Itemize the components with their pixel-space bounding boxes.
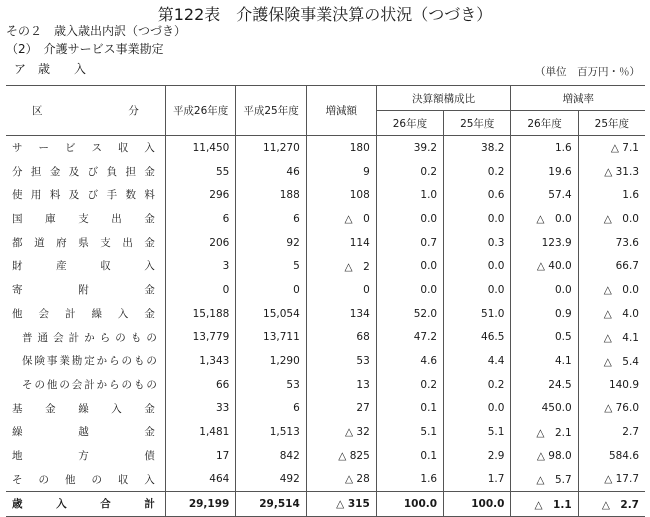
cell-r25: △ 4.0 [578,302,645,326]
cell-c25: 0.3 [444,231,511,255]
cell-v25: 5 [236,254,306,278]
cell-v26: 33 [165,397,235,421]
cell-c25: 46.5 [444,326,511,350]
cell-v25: 53 [236,373,306,397]
row-label: 基金繰入金 [12,402,155,415]
header-change: 増減額 [306,86,376,136]
cell-r25: △ 0.0 [578,278,645,302]
cell-r26: 24.5 [511,373,578,397]
cell-v25: 1,513 [236,420,306,444]
cell-v25: 1,290 [236,349,306,373]
header-rate: 増減率 [511,86,645,111]
cell-v25: 46 [236,160,306,184]
cell-c26: 0.0 [376,254,443,278]
cell-c25: 5.1 [444,420,511,444]
cell-v25: 15,054 [236,302,306,326]
cell-r26: △ 2.1 [511,420,578,444]
cell-c25: 38.2 [444,136,511,160]
cell-v26: 29,199 [165,492,235,517]
cell-diff: 180 [306,136,376,160]
table-row [6,349,645,373]
row-label: 繰越金 [12,426,155,439]
cell-v26: 55 [165,160,235,184]
cell-diff: 9 [306,160,376,184]
cell-r25: △ 4.1 [578,326,645,350]
table-row [6,468,645,492]
cell-v25: 29,514 [236,492,306,517]
cell-r25: △ 7.1 [578,136,645,160]
cell-r25: △ 5.4 [578,349,645,373]
cell-c26: 52.0 [376,302,443,326]
cell-diff: 0 [306,278,376,302]
cell-r26: △ 1.1 [511,492,578,517]
table-row [6,373,645,397]
table-row [6,444,645,468]
row-label: 地方債 [12,449,155,462]
cell-r26: △ 40.0 [511,254,578,278]
cell-c26: 1.6 [376,468,443,492]
row-label: 保険事業勘定からのもの [22,355,157,368]
row-label: 寄附金 [12,284,155,297]
cell-v26: 206 [165,231,235,255]
cell-v26: 66 [165,373,235,397]
cell-c25: 0.0 [444,278,511,302]
row-label: その他の収入 [12,473,155,486]
table-row [6,420,645,444]
cell-c25: 0.2 [444,160,511,184]
header-comp-25: 25年度 [444,111,511,136]
cell-c25: 0.6 [444,183,511,207]
cell-v25: 188 [236,183,306,207]
cell-v25: 6 [236,397,306,421]
cell-v26: 464 [165,468,235,492]
table-row [6,160,645,184]
row-label: 歳入合計 [6,492,165,517]
row-label: サービス収入 [12,142,155,154]
cell-c26: 4.6 [376,349,443,373]
cell-v25: 6 [236,207,306,231]
cell-v26: 296 [165,183,235,207]
table-row [6,397,645,421]
row-label: 財産収入 [12,260,155,273]
row-label: その他の会計からのもの [22,378,157,391]
row-label: 使用料及び手数料 [12,189,155,202]
cell-r25: 66.7 [578,254,645,278]
unit-label: （単位 百万円・％） [535,66,640,78]
row-label: 他会計繰入金 [12,307,155,320]
cell-r25: 73.6 [578,231,645,255]
cell-v26: 3 [165,254,235,278]
cell-c25: 1.7 [444,468,511,492]
cell-c25: 4.4 [444,349,511,373]
table-row [6,492,645,517]
cell-r26: 4.1 [511,349,578,373]
cell-c26: 0.0 [376,278,443,302]
cell-v26: 13,779 [165,326,235,350]
cell-c25: 0.2 [444,373,511,397]
cell-r25: △ 31.3 [578,160,645,184]
subtitle-account: （2） 介護サービス事業勘定 [6,42,164,56]
row-label: 都道府県支出金 [12,236,155,249]
cell-c26: 0.1 [376,397,443,421]
cell-r26: 450.0 [511,397,578,421]
cell-v25: 11,270 [236,136,306,160]
header-rate-25: 25年度 [578,111,645,136]
cell-diff: 27 [306,397,376,421]
table-row [6,183,645,207]
row-label: 普通会計からのもの [22,331,157,344]
cell-v26: 15,188 [165,302,235,326]
cell-r26: 1.6 [511,136,578,160]
cell-c26: 0.2 [376,373,443,397]
cell-r25: △ 2.7 [578,492,645,517]
row-label: 国庫支出金 [12,213,155,226]
table-row [6,326,645,350]
cell-r26: 123.9 [511,231,578,255]
header-fy26: 平成26年度 [165,86,235,136]
table-row [6,278,645,302]
cell-diff: △ 0 [306,207,376,231]
cell-r25: 2.7 [578,420,645,444]
cell-c26: 1.0 [376,183,443,207]
cell-diff: △ 32 [306,420,376,444]
cell-diff: 68 [306,326,376,350]
header-rate-26: 26年度 [511,111,578,136]
cell-diff: 108 [306,183,376,207]
cell-r25: △ 76.0 [578,397,645,421]
cell-c26: 100.0 [376,492,443,517]
cell-r26: △ 0.0 [511,207,578,231]
cell-r26: △ 98.0 [511,444,578,468]
cell-diff: 114 [306,231,376,255]
header-composition: 決算額構成比 [376,86,511,111]
cell-r25: △ 17.7 [578,468,645,492]
cell-c26: 0.2 [376,160,443,184]
table-row [6,207,645,231]
cell-c25: 2.9 [444,444,511,468]
cell-v26: 11,450 [165,136,235,160]
cell-c26: 0.7 [376,231,443,255]
cell-r26: 0.5 [511,326,578,350]
cell-r25: △ 0.0 [578,207,645,231]
cell-r25: 584.6 [578,444,645,468]
cell-r26: 57.4 [511,183,578,207]
cell-v25: 492 [236,468,306,492]
cell-v25: 842 [236,444,306,468]
cell-diff: △ 28 [306,468,376,492]
cell-c26: 0.0 [376,207,443,231]
cell-v26: 6 [165,207,235,231]
table-row [6,302,645,326]
cell-diff: 53 [306,349,376,373]
cell-v26: 0 [165,278,235,302]
row-label: 分担金及び負担金 [12,165,155,178]
cell-c25: 0.0 [444,207,511,231]
header-category: 区 分 [6,86,165,136]
header-fy25: 平成25年度 [236,86,306,136]
cell-c25: 51.0 [444,302,511,326]
table-row [6,254,645,278]
table-row [6,136,645,160]
header-comp-26: 26年度 [376,111,443,136]
cell-v25: 13,711 [236,326,306,350]
cell-diff: △ 2 [306,254,376,278]
cell-c26: 47.2 [376,326,443,350]
cell-r26: △ 5.7 [511,468,578,492]
page-title: 第122表 介護保険事業決算の状況（つづき） [157,5,493,24]
cell-c26: 39.2 [376,136,443,160]
cell-r26: 0.9 [511,302,578,326]
cell-v26: 1,343 [165,349,235,373]
table-row [6,231,645,255]
cell-c26: 0.1 [376,444,443,468]
subtitle-breakdown: その２ 歳入歳出内訳（つづき） [6,24,187,38]
cell-c25: 0.0 [444,397,511,421]
cell-r25: 140.9 [578,373,645,397]
cell-c25: 100.0 [444,492,511,517]
cell-r26: 0.0 [511,278,578,302]
cell-diff: △ 315 [306,492,376,517]
cell-v25: 92 [236,231,306,255]
cell-v26: 1,481 [165,420,235,444]
cell-r26: 19.6 [511,160,578,184]
cell-v26: 17 [165,444,235,468]
cell-c26: 5.1 [376,420,443,444]
cell-diff: 134 [306,302,376,326]
cell-diff: 13 [306,373,376,397]
revenue-table [6,85,645,517]
cell-v25: 0 [236,278,306,302]
cell-diff: △ 825 [306,444,376,468]
cell-c25: 0.0 [444,254,511,278]
section-heading: ア 歳 入 [14,62,87,76]
cell-r25: 1.6 [578,183,645,207]
